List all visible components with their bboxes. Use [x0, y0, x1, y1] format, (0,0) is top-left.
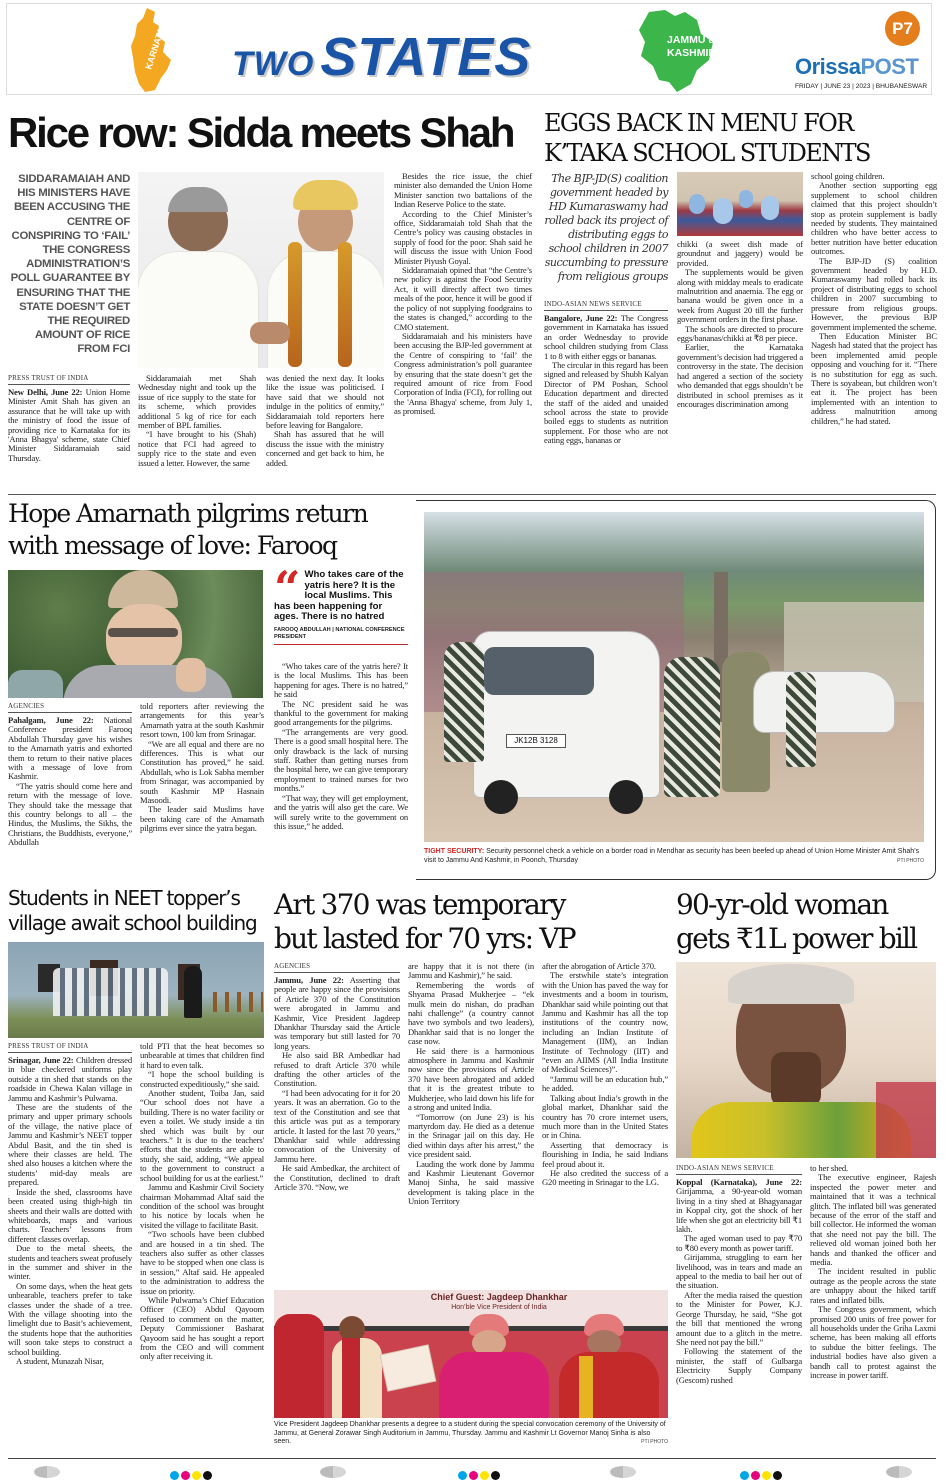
eggs-headline [544, 108, 870, 168]
art370-col3-p6: He also credited the success of a G20 meeting in Srinagar to the LG. [542, 1167, 668, 1188]
eggs-col3-p2: Another section supporting egg supplement to school children claimed that this project shouldn’t stop as protein supplement is badly needed by students. They maintained children who have better access to better nutrition have better education outcomes. [811, 180, 937, 257]
rice-col2 [138, 374, 256, 468]
eggs-col3-p4: Then Education Minister BC Nagesh had stated that the project has been implemented amid people opposing and vouching for it. “There is no substitution for egg as such. There is soyabean, but children won’t eat it. The project has been implemented with an intention to address malnutrition among children,” he had stated. [811, 330, 937, 426]
cmyk-dots-center [458, 1467, 502, 1482]
rice-headline: Rice row: Sidda meets Shah [8, 109, 514, 156]
neet-col1-p1: Children dressed in blue checkered uniforms play outside a tin shed that stands on the roadside in Chewa Kalan village in Jammu and Kashmir’s Pulwama. [8, 1055, 132, 1103]
eggs-col3 [811, 172, 937, 426]
jk-label-line1: JAMMU & [667, 34, 716, 46]
art370-col2-p1: are happy that it is not there (in Jammu and Kashmir),” he said. [408, 961, 534, 981]
powerbill-col2-p1: to her shed. [810, 1163, 849, 1173]
amarnath-headline-line1: Hope Amarnath pilgrims return [8, 499, 368, 528]
powerbill-col1-p2: The aged woman used to pay ₹70 to ₹80 every month as power tariff. [676, 1233, 802, 1253]
neet-col1 [8, 1042, 132, 1366]
security-caption [424, 848, 924, 865]
powerbill-headline-line2: gets ₹1L power bill [676, 922, 917, 955]
powerbill-col2-p4: The Congress government, which promised 200 units of free power for all households under the Griha Laxmi scheme, has been making all efforts to subdue the bitter feelings. The industrial bodies have also given a bandh call to protest against the increase in power tariff. [810, 1304, 936, 1380]
powerbill-col1-p4: After the media raised the question to the Minister for Power, K.J. George Thursday, he said, “She got the bill that mentioned the wrong amount due to a glitch in the metre. She need not pay the bill.” [676, 1289, 802, 1347]
eggs-dateline: Bangalore, June 22: [544, 313, 618, 323]
powerbill-headline-line1: 90-yr-old woman [676, 888, 888, 921]
caption-text: Security personnel check a vehicle on a border road in Mendhar as security has been beefed up ahead of Union Home Minister Amit Shah’s visit to Jammu And Kashmir, in Poonch, Thursday [424, 848, 920, 864]
neet-col1-p3: Inside the shed, classrooms have been created using thigh-high tin sheets and their walls are dotted with whiteboards, maps and various charts. Teachers’ lessons from different classes overlap. [8, 1186, 132, 1244]
logo-part-1: Orissa [795, 54, 861, 79]
pull-quote: “ Who takes care of the yatris here? It is the local Muslims. This has been happening for ages. There is no hatred FAROOQ ABDULLAH | NATIONAL CONFERENCE PRESIDENT [274, 570, 408, 645]
neet-col1-p6: A student, Munazah Nisar, [16, 1356, 104, 1366]
section-rule-1 [8, 494, 936, 495]
footer-rule [8, 1458, 936, 1459]
rice-col4 [394, 172, 532, 417]
quote-mark-icon: “ [274, 561, 301, 615]
elderly-woman-photo [676, 962, 936, 1158]
section-title-two: TWO [232, 45, 315, 83]
quote-name: FAROOQ ABDULLAH [274, 626, 331, 633]
registration-oval-right [610, 1466, 636, 1478]
quote-title: NATIONAL CONFERENCE PRESIDENT [274, 626, 405, 640]
banner-line2: Hon’ble Vice President of India [451, 1304, 547, 1311]
art370-col1-p4: He said Ambedkar, the architect of the Constitution, declined to draft Article 370. “Now, we [274, 1163, 400, 1192]
amarnath-col3-p4: “That way, they will get employment, and the yatris will also get the care. We will surely write to the government on this issue,” he added. [274, 792, 408, 831]
rice-col1-text: Union Home Minister Amit Shah has given an assurance that he will take up with the ministry of food the issue of providing rice to Karnataka for its 'Anna Bhagya' scheme, state Chief Minister Siddaramaiah said Thursday. [8, 387, 131, 463]
license-plate: JK12B 3128 [506, 734, 566, 748]
cmyk-dots [170, 1467, 214, 1482]
eggs-col2-p4: Earlier, the Karnataka government’s decision had triggered a controversy in the state. The decision had angered a section of the society who demanded that eggs shouldn’t be distributed in school premises as it encourages discrimination among [677, 342, 803, 409]
amarnath-col1-p1: National Conference president Farooq Abdullah Thursday gave his wishes to the Amarnath yatris and exhorted them to return to their native places with a message of love from Kashmir. [8, 715, 132, 782]
neet-col1-p2: These are the students of the primary and upper primary schools of the village, the native place of Jammu and Kashmir’s NEET topper Abdul Basit, and the tin shed is where their classes are held. The shed also houses a kitchen where the students’ mid-day meals are prepared. [8, 1102, 132, 1188]
rice-col2-p1: Siddaramaiah met Shah Wednesday night and took up the issue of rice supply to the state for its scheme, which provides additional 5 kg of rice for each member of BPL families. [138, 373, 256, 431]
amarnath-col3-p3: “The arrangements are very good. There is a good small hospital here. The only drawback is the lack of nursing staff. Rather than getting nurses from the hospital here, we can give temporary employment to trained nurses for two months.” [274, 726, 408, 794]
rice-col4-p3: Siddaramaiah opined that “the Centre’s new policy is against the Food Security Act, it will directly affect two times meals of the poor, hence it will be good if the policy of not supplying foodgrains to the states is changed,” according to the CMO statement. [394, 265, 532, 332]
jammu-kashmir-label [667, 34, 716, 60]
rice-col3 [266, 374, 384, 468]
neet-headline-line2: village await school building [8, 911, 257, 935]
eggs-headline-line2: K’TAKA SCHOOL STUDENTS [544, 139, 870, 167]
neet-col2 [140, 1042, 264, 1362]
rice-col2-p2: “I have brought to his (Shah) notice that FCI had agreed to supply rice to the state and even issued a letter. However, the same [138, 429, 256, 468]
amarnath-col1-p2: “The yatris should come here and return with the message of love. They should take the message that this country belongs to all – the Hindus, the Muslims, the Sikhs, the Christians, the Buddhists, everyone,” Abdullah [8, 780, 132, 848]
rice-col4-p4: Siddaramaiah and his ministers have been accusing the BJP-led government at the Centre of conspiring to ‘fail’ the Congress administration’s poll guarantee by ensuring that the state doesn’t get the required amount of rice from Food Corporation of India (FCI), for rolling out the 'Anna Bhagya' scheme, from July 1, as promised. [394, 330, 532, 417]
art370-col3-p4: Talking about India’s growth in the global market, Dhankhar said the country has 70 crore internet users, much more than in the United States or in China. [542, 1092, 668, 1141]
powerbill-col1-p1: Girijamma, a 90-year-old woman living in a tiny shed at Bhagyanagar in Koppal city, got the shock of her life when she got an electricity bill ₹1 lakh. [676, 1186, 802, 1235]
art370-col2-p4: “Tomorrow (on June 23) is his martyrdom day. He died as a detenue in the Srinagar jail on this day. He died within days after his arrest,” the vice president said. [408, 1111, 534, 1160]
convocation-banner [384, 1292, 614, 1312]
neet-dateline: Srinagar, June 22: [8, 1055, 74, 1065]
amarnath-col3 [274, 662, 408, 831]
art370-col1-p2: He also said BR Ambedkar had refused to draft Article 370 while drafting the other articles of the Constitution. [274, 1050, 400, 1089]
art370-col3-p3: “Jammu will be an education hub,” he added. [542, 1073, 668, 1094]
neet-byline: PRESS TRUST OF INDIA [8, 1042, 132, 1053]
page-number-badge: P7 [885, 11, 920, 46]
rice-deck: SIDDARAMAIAH AND HIS MINISTERS HAVE BEEN ACCUSING THE CENTRE OF CONSPIRING TO ‘FAIL’ THE CONGRESS ADMINISTRATION’S POLL GUARANTEE BY ENSURING THAT THE STATE DOESN’T GET THE REQUIRED AMOUNT OF RICE FROM FCI [10, 173, 130, 356]
art370-col3-p2: The erstwhile state’s integration with the Union has paved the way for investments and a boom in tourism, Dhankhar said while pointing out that Jammu and Kashmir has all the top institutions of the country now, including an Indian Institute of Management (IIM), an Indian Institute of Technology (IIT) and “even an AIIMS (All India Institute of Medical Sciences)”. [542, 970, 668, 1075]
neet-headline [8, 886, 257, 936]
neet-col2-p2: “I hope the school building is constructed expeditiously,” she said. [140, 1069, 264, 1089]
eggs-col2-p1: chikki (a sweet dish made of groundnut and jaggery) would be provided. [677, 239, 803, 268]
amarnath-col2-p2: “We are all equal and there are no differences. This is what our Constitution has proved,” he said. Abdullah, who is Lok Sabha member from Srinagar, was accompanied by south Kashmir MP Hasnain Masoodi. [140, 738, 264, 806]
neet-col2-p3: Another student, Toiba Jan, said “Our school does not have a building. There is no water facility or even a toilet. We study inside a tin shed which was built by our teachers.” It is due to the teachers' efforts that the students are able to study, she said, adding, “We appeal to the government to construct a school building for us at the earliest.” [140, 1088, 264, 1183]
neet-col1-p4: Due to the metal sheets, the students and teachers sweat profusely in the summer and shiver in the winter. [8, 1243, 132, 1282]
amarnath-headline [8, 498, 367, 562]
security-check-photo [424, 512, 924, 842]
jk-label-line2: KASHMIR [667, 47, 716, 59]
neet-col2-p4: Jammu and Kashmir Civil Society chairman Mohammad Altaf said the condition of the school was brought to his notice by locals when he visited the village to facilitate Basit. [140, 1182, 264, 1230]
eggs-col1-p2: The circular in this regard has been signed and released by Shubh Kalyan Director of PM Poshan, School Education department and directed the staff of the aided and unaided school across the state to provide boiled eggs to students as nutrition supplement. For those who are not eating eggs, bananas or [544, 360, 668, 446]
eggs-col2-p3: The schools are directed to procure eggs/bananas/chikki at ₹8 per piece. [677, 323, 803, 344]
rice-col4-p1: Besides the rice issue, the chief minister also demanded the Union Home Minister sanction two battalions of the Indian Reserve Police to the state. [394, 171, 532, 210]
rice-col1 [8, 374, 130, 463]
eggs-col1 [544, 300, 668, 446]
powerbill-headline [676, 888, 916, 956]
amarnath-col2 [140, 702, 264, 834]
farooq-abdullah-photo [8, 570, 263, 698]
issue-dateline: FRIDAY | JUNE 23 | 2023 | BHUBANESWAR [795, 83, 928, 90]
eggs-col3-p1: school going children. [811, 171, 885, 181]
neet-col2-p5: “Two schools have been clubbed and are housed in a tin shed. The teachers also suffer as other classes have to be stopped when one class is in session,” Altaf said. He appealed to the administration to address the issue on priority. [140, 1229, 264, 1296]
eggs-headline-line1: EGGS BACK IN MENU FOR [544, 109, 853, 137]
powerbill-col1-p5: Following the statement of the minister, the staff of Gulbarga Electricity Supply Company (Gescom) rushed [676, 1346, 802, 1385]
art370-col1-p1: Asserting that people are happy since the provisions of Article 370 of the Constitution were abrogated in Jammu and Kashmir, Vice President Jagdeep Dhankhar Thursday said the Article was temporary but still lasted for 70 long years. [274, 975, 401, 1051]
art370-col3-p5: Asserting that democracy is flourishing in India, he said Indians feel proud about it. [542, 1139, 668, 1169]
neet-headline-line1: Students in NEET topper’s [8, 886, 240, 910]
amarnath-col1 [8, 702, 132, 848]
eggs-deck: The BJP-JD(S) coalition government headed by HD Kumaraswamy had rolled back its project of distributing eggs to school children in 2007 succumbing to pressure from religious groups [544, 172, 668, 283]
eggs-col3-p3: The BJP-JD (S) coalition government headed by H.D. Kumaraswamy had rolled back its project of distributing eggs to school children in 2007 succumbing to pressure from religious groups. However, the previous BJP government implemented the scheme. [811, 255, 937, 332]
convocation-photo-credit: PTI PHOTO [641, 1439, 668, 1446]
school-children-photo [677, 172, 803, 236]
art370-col3-p1: after the abrogation of Article 370. [542, 961, 656, 971]
art370-col2-p3: He said there is a harmonious atmosphere in Jammu and Kashmir now since the provisions of Article 370 have been abrogated and added that it is the greatest tribute to Mukherjee, who laid down his life for a strong and united India. [408, 1045, 534, 1113]
art370-byline: AGENCIES [274, 962, 400, 973]
powerbill-col1 [676, 1164, 802, 1385]
powerbill-col2-p2: The executive engineer, Rajesh inspected the power meter and maintained that it was a technical glitch. The inflated bill was generated because of the error of the staff and bill collector. He informed the woman that she need not pay the bill. The relieved old woman joined both her hands and thanked the officer and media. [810, 1172, 936, 1268]
art370-dateline: Jammu, June 22: [274, 975, 344, 985]
powerbill-dateline: Koppal (Karnataka), June 22: [676, 1177, 802, 1187]
powerbill-byline: INDO-ASIAN NEWS SERVICE [676, 1164, 802, 1175]
section-title-states: STATES [320, 27, 532, 87]
neet-col2-p6: While Pulwama’s Chief Education Officer (CEO) Abdul Qayoom refused to comment on the matter, Deputy Commissioner Basharat Qayoom said he has sought a report from the CEO and will comment only after receiving it. [140, 1294, 264, 1362]
convocation-caption [274, 1421, 668, 1447]
karnataka-label: KARNATAKA [143, 14, 171, 71]
cmyk-dots-right [740, 1467, 784, 1482]
pull-quote-text: Who takes care of the yatris here? It is the local Muslims. This has been happening for ages. There is no hatred [274, 569, 404, 623]
art370-col1 [274, 962, 400, 1192]
registration-oval-mid [320, 1466, 346, 1478]
neet-school-photo [8, 942, 264, 1038]
convocation-caption-text: Vice President Jagdeep Dhankhar presents a degree to a student during the special convocation ceremony of the University of Jammu, at General Zorawar Singh Auditorium in Jammu, Thursday. Jammu and Kashmir Lt Governor Manoj Sinha is also seen. [274, 1421, 666, 1446]
rice-dateline: New Delhi, June 22: [8, 387, 83, 397]
amarnath-col3-p1: “Who takes care of the yatris here? It is the local Muslims. This has been happening for ages. There is no hatred,” he said [274, 661, 408, 700]
sidda-shah-photo [138, 172, 384, 368]
amarnath-col2-p1: told reporters after reviewing the arrangements for this year’s Amarnath yatra at the south Kashmir resort town, 100 km from Srinagar. [140, 701, 264, 740]
banner-line1: Chief Guest: Jagdeep Dhankhar [430, 1292, 568, 1302]
powerbill-col2-p3: The incident resulted in public outrage as the people across the state are unhappy about the hiked tariff rates and inflated bills. [810, 1266, 936, 1305]
neet-col2-p1: told PTI that the heat becomes so unbearable at times that children find it hard to even talk. [140, 1041, 264, 1070]
eggs-col1-p1: The Congress government in Karnataka has issued an order Wednesday to provide school children studying from Class 1 to 8 with either eggs or bananas. [544, 313, 669, 361]
section-title [232, 26, 531, 88]
masthead [6, 3, 932, 95]
art370-col1-p3: “I had been advocating for it for 20 years. It was an aberration. Go to the text of the Constitution and see that this article was put as a temporary article. It lasted for the last 70 years,” Dhankhar said while addressing convocation of the University of Jammu here. [274, 1087, 400, 1164]
rice-col3-p2: Shah has assured that he will discuss the issue with the ministry concerned and get back to him, he added. [266, 429, 384, 468]
photo-credit: PTI PHOTO [897, 857, 924, 864]
neet-col1-p5: On some days, when the heat gets unbearable, teachers prefer to take classes under the shade of a tree. With the village shooting into the limelight due to Basit’s achievement, the students hope that the authorities will soon take steps to construct a school building. [8, 1280, 132, 1357]
art370-col2-p2: Remembering the words of Shyama Prasad Mukherjee – “ek mulk mein do nishan, do pradhan nahi challenge” (a country cannot have two symbols and two leaders), Dhankhar said that is no longer the case now. [408, 979, 534, 1047]
eggs-col2-p2: The supplements would be given along with midday meals to eradicate malnutrition and anaemia. The egg or banana would be given once in a week from August 20 till the further government orders in the first phase. [677, 267, 803, 325]
registration-oval-far-right [886, 1466, 912, 1478]
amarnath-dateline: Pahalgam, June 22: [8, 715, 94, 725]
eggs-col2 [677, 240, 803, 409]
art370-headline-line2: but lasted for 70 yrs: VP [274, 922, 575, 955]
convocation-photo [274, 1290, 668, 1418]
karnataka-map-icon [125, 6, 175, 94]
powerbill-col2 [810, 1164, 936, 1380]
art370-col2-p5: Lauding the work done by Jammu and Kashmir Lieutenant Governor Manoj Sinha, he said massive development is taking place in the Union Territory [408, 1158, 534, 1207]
rice-col4-p2: According to the Chief Minister’s office, Siddaramaiah told Shah that the Centre’s policy was causing obstacles in supply of food for the poor. Shah said he will discuss the issue with Union Food Minister Piyush Goyal. [394, 208, 532, 266]
powerbill-col1-p3: Girijamma, struggling to earn her livelihood, was in tears and made an appeal to the media to bail her out of the situation. [676, 1252, 802, 1291]
registration-oval-left [34, 1466, 60, 1478]
caption-label: TIGHT SECURITY: [424, 848, 485, 855]
publication-logo [795, 54, 918, 80]
art370-headline-line1: Art 370 was temporary [274, 888, 565, 921]
rice-byline: PRESS TRUST OF INDIA [8, 374, 130, 385]
amarnath-headline-line2: with message of love: Farooq [8, 531, 337, 560]
amarnath-col3-p2: The NC president said he was thankful to the government for making good arrangements for the pilgrims. [274, 698, 408, 728]
logo-part-2: POST [860, 54, 919, 79]
art370-headline [274, 888, 575, 956]
amarnath-col2-p3: The leader said Muslims have been taking care of the Amarnath pilgrims ever since the yatra began. [140, 804, 264, 834]
art370-col2 [408, 962, 534, 1207]
rice-col3-p1: was denied the next day. It looks like the issue was politicised. I have said that we should not indulge in the politics of enmity,” Siddaramaiah told reporters here before leaving for Bangalore. [266, 373, 384, 431]
eggs-byline: INDO-ASIAN NEWS SERVICE [544, 300, 668, 311]
amarnath-byline: AGENCIES [8, 702, 132, 713]
art370-col3 [542, 962, 668, 1188]
